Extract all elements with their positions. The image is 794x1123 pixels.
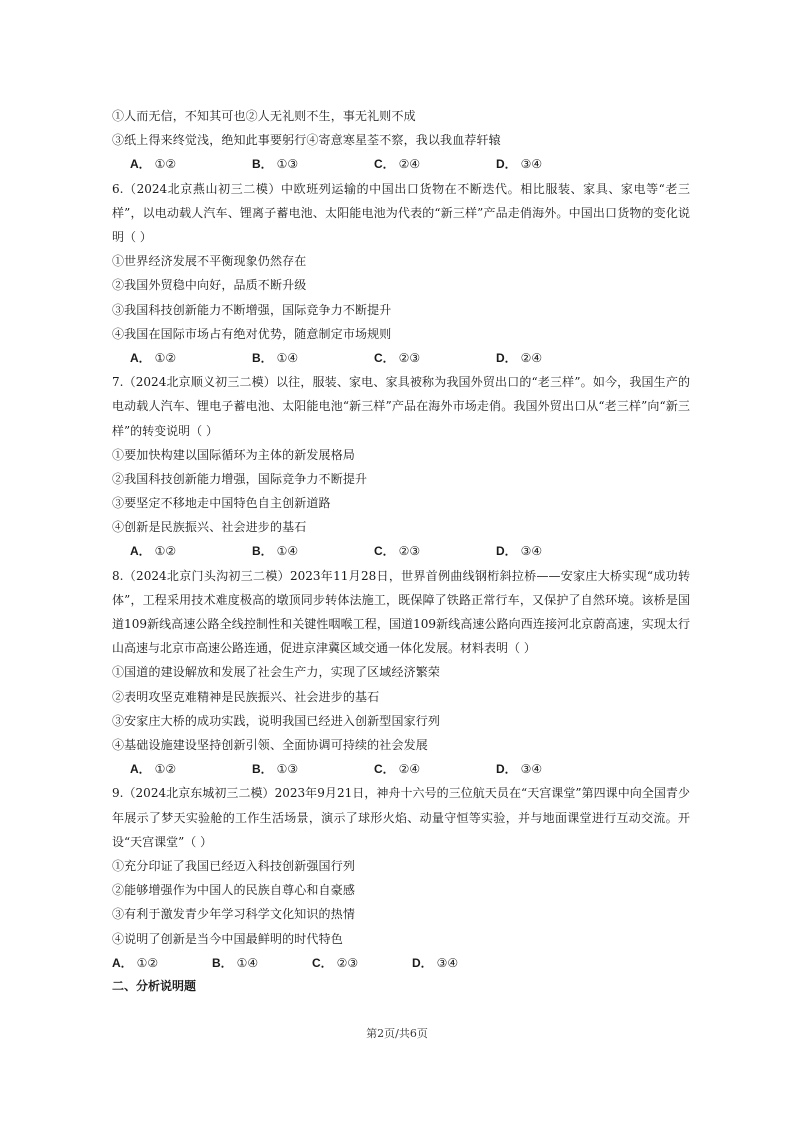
statement-line: ③纸上得来终觉浅，绝知此事要躬行④寄意寒星荃不察，我以我血荐轩辕: [112, 133, 501, 148]
carryover-question: [112, 104, 690, 177]
option-text: ①④: [276, 350, 299, 365]
statement-line: ①充分印证了我国已经迈入科技创新强国行列: [112, 859, 356, 874]
option-text: ②③: [398, 544, 421, 559]
option-letter: B．: [252, 350, 273, 365]
option-letter: C．: [374, 350, 395, 365]
option-c: [374, 152, 496, 176]
option-a: [112, 951, 212, 975]
answer-options: [112, 539, 690, 563]
question-6: [112, 177, 690, 371]
statement-line: ③有利于激发青少年学习科学文化知识的热情: [112, 907, 356, 922]
option-text: ②④: [520, 350, 543, 365]
option-b: [212, 951, 312, 975]
option-text: ②③: [336, 955, 359, 970]
option-a: [130, 346, 252, 370]
answer-options: [112, 346, 690, 370]
option-text: ①②: [154, 157, 177, 172]
statement-line: ②表明攻坚克难精神是民族振兴、社会进步的基石: [112, 689, 380, 704]
option-text: ③④: [520, 762, 543, 777]
option-text: ②④: [398, 157, 421, 172]
answer-options: [112, 757, 690, 781]
option-c: [312, 951, 412, 975]
option-letter: B．: [252, 762, 273, 777]
statement-line: ④基础设施建设坚持创新引领、全面协调可持续的社会发展: [112, 738, 428, 753]
option-letter: D．: [496, 350, 517, 365]
option-d: [496, 346, 618, 370]
option-c: [374, 539, 496, 563]
option-text: ③④: [520, 157, 543, 172]
option-letter: D．: [496, 157, 517, 172]
option-letter: A．: [130, 544, 151, 559]
option-d: [412, 951, 512, 975]
option-letter: C．: [374, 762, 395, 777]
option-b: [252, 152, 374, 176]
option-letter: B．: [252, 544, 273, 559]
page-content: [112, 104, 690, 997]
statement-line: ①人而无信，不知其可也②人无礼则不生，事无礼则不成: [112, 109, 416, 123]
option-letter: D．: [496, 544, 517, 559]
option-letter: D．: [496, 762, 517, 777]
option-d: [496, 757, 618, 781]
section-heading: 二、分析说明题: [112, 978, 197, 993]
option-c: [374, 757, 496, 781]
option-text: ①④: [276, 544, 299, 559]
option-letter: A．: [112, 955, 133, 970]
statement-line: ③我国科技创新能力不断增强，国际竞争力不断提升: [112, 302, 392, 317]
option-text: ②③: [398, 350, 421, 365]
option-letter: A．: [130, 762, 151, 777]
option-text: ①③: [276, 762, 299, 777]
statement-line: ③安家庄大桥的成功实践，说明我国已经进入创新型国家行列: [112, 713, 441, 728]
question-8: [112, 564, 690, 782]
option-text: ①②: [154, 544, 177, 559]
option-letter: B．: [212, 955, 233, 970]
statement-line: ①国道的建设解放和发展了社会生产力，实现了区域经济繁荣: [112, 665, 441, 680]
option-b: [252, 539, 374, 563]
question-7: [112, 370, 690, 564]
option-b: [252, 346, 374, 370]
option-letter: B．: [252, 157, 273, 172]
statement-line: ②我国外贸稳中向好，品质不断升级: [112, 278, 307, 293]
option-a: [130, 152, 252, 176]
option-letter: A．: [130, 350, 151, 365]
option-c: [374, 346, 496, 370]
option-a: [130, 539, 252, 563]
option-a: [130, 757, 252, 781]
option-text: ②④: [398, 762, 421, 777]
option-letter: D．: [412, 955, 433, 970]
statement-line: ②能够增强作为中国人的民族自尊心和自豪感: [112, 883, 356, 898]
question-stem: 9.（2024北京东城初三二模）2023年9月21日，神舟十六号的三位航天员在“天宫课堂”第四课中向全国青少年展示了梦天实验舱的工作生活场景，演示了球形火焰、动量守恒等实验，并与地面课堂进行互动交流。开设“天宫课堂”（ ）: [112, 786, 690, 849]
option-text: ③④: [436, 955, 459, 970]
option-text: ①②: [154, 350, 177, 365]
option-letter: A．: [130, 157, 151, 172]
option-text: ①②: [136, 955, 159, 970]
page-number-footer: 第2页/共6页: [366, 1027, 428, 1040]
option-text: ①④: [236, 955, 259, 970]
statement-line: ④说明了创新是当今中国最鲜明的时代特色: [112, 931, 343, 946]
option-text: ③④: [520, 544, 543, 559]
question-stem: 8.（2024北京门头沟初三二模）2023年11月28日，世界首例曲线钢桁斜拉桥——安家庄大桥实现“成功转体”，工程采用技术难度极高的墩顶同步转体法施工，既保障了铁路正常行车，又保护了自然环境。该桥是国道109新线高速公路全线控制性和关键性咽喉工程，国道109新线高速公路向西连接河北京蔚高速，实现太行山高速与北京市高速公路连通，促进京津冀区域交通一体化发展。材料表明（ ）: [112, 568, 690, 656]
option-d: [496, 152, 618, 176]
option-letter: C．: [312, 955, 333, 970]
statement-line: ①要加快构建以国际循环为主体的新发展格局: [112, 447, 356, 462]
statement-line: ④创新是民族振兴、社会进步的基石: [112, 520, 307, 535]
option-letter: C．: [374, 544, 395, 559]
statement-line: ④我国在国际市场占有绝对优势，随意制定市场规则: [112, 326, 392, 341]
option-letter: C．: [374, 157, 395, 172]
statement-line: ①世界经济发展不平衡现象仍然存在: [112, 254, 307, 269]
option-d: [496, 539, 618, 563]
question-stem: 7.（2024北京顺义初三二模）以往，服装、家电、家具被称为我国外贸出口的“老三样”。如今，我国生产的电动载人汽车、锂电子蓄电池、太阳能电池“新三样”产品在海外市场走俏。我国外贸出口从“老三样”向“新三样”的转变说明（ ）: [112, 375, 690, 438]
option-text: ①③: [276, 157, 299, 172]
answer-options: [112, 951, 690, 975]
option-text: ①②: [154, 762, 177, 777]
answer-options: [112, 152, 690, 176]
statement-line: ②我国科技创新能力增强，国际竞争力不断提升: [112, 471, 368, 486]
question-stem: 6.（2024北京燕山初三二模）中欧班列运输的中国出口货物在不断迭代。相比服装、家具、家电等“老三样”，以电动载人汽车、锂离子蓄电池、太阳能电池为代表的“新三样”产品走俏海外。中国出口货物的变化说明（ ）: [112, 181, 690, 244]
statement-line: ③要坚定不移地走中国特色自主创新道路: [112, 496, 331, 511]
option-b: [252, 757, 374, 781]
question-9: [112, 781, 690, 975]
